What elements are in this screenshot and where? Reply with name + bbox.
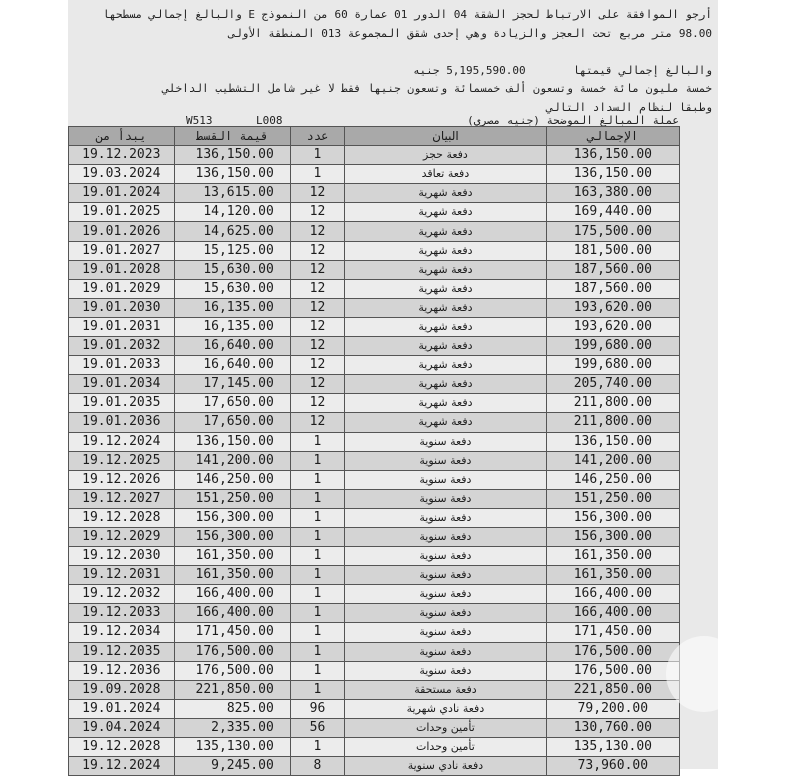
cell-total: 166,400.00 [546,585,679,604]
cell-count: 12 [290,241,344,260]
table-row [69,165,680,184]
cell-count: 12 [290,203,344,222]
cell-total: 163,380.00 [546,184,679,203]
cell-total: 130,760.00 [546,718,679,737]
cell-total: 136,150.00 [546,165,679,184]
cell-start-date: 19.01.2027 [69,241,175,260]
cell-count: 1 [290,547,344,566]
cell-total: 135,130.00 [546,738,679,757]
cell-installment-value: 176,500.00 [174,661,290,680]
cell-start-date: 19.01.2030 [69,298,175,317]
cell-start-date: 19.01.2034 [69,375,175,394]
cell-description: دفعة سنوية [345,470,547,489]
header-start-date: يبدأ من [69,127,175,146]
table-row [69,317,680,336]
table-row [69,527,680,546]
cell-total: 156,300.00 [546,508,679,527]
cell-count: 1 [290,451,344,470]
header-line-2: 98.00 متر مربع تحت العجز والزيادة وهي إحدى شقق المجموعة 013 المنطقة الأولى [228,27,712,40]
cell-description: دفعة تعاقد [345,165,547,184]
table-row [69,680,680,699]
cell-start-date: 19.12.2029 [69,527,175,546]
cell-count: 1 [290,432,344,451]
cell-start-date: 19.01.2033 [69,356,175,375]
cell-installment-value: 15,630.00 [174,260,290,279]
cell-installment-value: 14,120.00 [174,203,290,222]
cell-installment-value: 15,630.00 [174,279,290,298]
cell-count: 12 [290,222,344,241]
cell-count: 1 [290,470,344,489]
cell-total: 193,620.00 [546,317,679,336]
table-row [69,241,680,260]
cell-description: تأمين وحدات [345,738,547,757]
table-row [69,260,680,279]
cell-description: دفعة سنوية [345,604,547,623]
table-row [69,394,680,413]
cell-count: 12 [290,375,344,394]
header-line-1: أرجو الموافقة على الارتباط لحجز الشقة 04 الدور 01 عمارة 60 من النموذج E والبالغ إجمالي مسطحها [102,8,712,21]
table-row [69,470,680,489]
cell-start-date: 19.12.2035 [69,642,175,661]
cell-total: 187,560.00 [546,279,679,298]
cell-total: 221,850.00 [546,680,679,699]
cell-description: دفعة شهرية [345,279,547,298]
cell-start-date: 19.12.2028 [69,508,175,527]
cell-installment-value: 136,150.00 [174,165,290,184]
cell-description: دفعة شهرية [345,337,547,356]
table-row [69,432,680,451]
cell-description: تأمين وحدات [345,718,547,737]
cell-total: 199,680.00 [546,356,679,375]
table-row [69,451,680,470]
payment-note: وطبقا لنظام السداد التالي [546,101,712,114]
cell-count: 12 [290,356,344,375]
cell-total: 175,500.00 [546,222,679,241]
table-row [69,298,680,317]
cell-count: 1 [290,738,344,757]
cell-description: دفعة شهرية [345,222,547,241]
header-description: البيان [345,127,547,146]
cell-total: 136,150.00 [546,146,679,165]
table-row [69,718,680,737]
cell-count: 12 [290,279,344,298]
cell-installment-value: 15,125.00 [174,241,290,260]
table-row [69,623,680,642]
cell-start-date: 19.01.2036 [69,413,175,432]
table-row [69,489,680,508]
cell-description: دفعة شهرية [345,298,547,317]
cell-total: 141,200.00 [546,451,679,470]
cell-installment-value: 9,245.00 [174,757,290,776]
cell-total: 211,800.00 [546,413,679,432]
cell-count: 1 [290,146,344,165]
table-row [69,184,680,203]
cell-description: دفعة سنوية [345,623,547,642]
table-header-row [69,127,680,146]
cell-start-date: 19.01.2025 [69,203,175,222]
payment-schedule-table [68,126,680,776]
table-row [69,585,680,604]
table-row [69,757,680,776]
table-row [69,203,680,222]
cell-total: 136,150.00 [546,432,679,451]
cell-total: 156,300.00 [546,527,679,546]
cell-count: 1 [290,661,344,680]
cell-installment-value: 156,300.00 [174,527,290,546]
cell-count: 12 [290,394,344,413]
cell-total: 161,350.00 [546,547,679,566]
currency-note: عملة المبالغ الموضحة (جنيه مصري) [467,114,679,127]
cell-count: 1 [290,642,344,661]
total-amount: 5,195,590.00 جنيه [413,64,526,77]
cell-total: 193,620.00 [546,298,679,317]
cell-total: 181,500.00 [546,241,679,260]
cell-description: دفعة حجز [345,146,547,165]
total-label [413,64,712,77]
cell-start-date: 19.12.2028 [69,738,175,757]
cell-start-date: 19.12.2031 [69,566,175,585]
total-label-text: والبالغ إجمالي قيمتها [572,64,712,77]
cell-start-date: 19.01.2032 [69,337,175,356]
table-row [69,413,680,432]
cell-count: 12 [290,260,344,279]
cell-start-date: 19.01.2024 [69,699,175,718]
cell-installment-value: 16,135.00 [174,298,290,317]
cell-description: دفعة شهرية [345,241,547,260]
cell-total: 199,680.00 [546,337,679,356]
cell-installment-value: 14,625.00 [174,222,290,241]
header-total: الإجمالي [546,127,679,146]
table-row [69,642,680,661]
cell-installment-value: 146,250.00 [174,470,290,489]
cell-installment-value: 17,650.00 [174,413,290,432]
table-row [69,337,680,356]
watermark-logo [666,636,742,712]
cell-count: 12 [290,337,344,356]
cell-description: دفعة شهرية [345,260,547,279]
cell-description: دفعة سنوية [345,527,547,546]
cell-start-date: 19.12.2024 [69,432,175,451]
cell-description: دفعة شهرية [345,184,547,203]
cell-start-date: 19.01.2024 [69,184,175,203]
cell-total: 187,560.00 [546,260,679,279]
table-row [69,566,680,585]
cell-start-date: 19.04.2024 [69,718,175,737]
cell-count: 12 [290,184,344,203]
cell-start-date: 19.01.2035 [69,394,175,413]
cell-count: 1 [290,489,344,508]
cell-installment-value: 825.00 [174,699,290,718]
cell-installment-value: 16,135.00 [174,317,290,336]
cell-description: دفعة شهرية [345,203,547,222]
cell-count: 12 [290,413,344,432]
cell-total: 176,500.00 [546,642,679,661]
table-row [69,699,680,718]
cell-count: 56 [290,718,344,737]
cell-description: دفعة نادي سنوية [345,757,547,776]
cell-start-date: 19.12.2032 [69,585,175,604]
cell-total: 79,200.00 [546,699,679,718]
cell-start-date: 19.12.2030 [69,547,175,566]
table-row [69,279,680,298]
cell-description: دفعة سنوية [345,585,547,604]
cell-count: 96 [290,699,344,718]
cell-total: 146,250.00 [546,470,679,489]
cell-description: دفعة مستحقة [345,680,547,699]
cell-description: دفعة سنوية [345,661,547,680]
cell-start-date: 19.12.2026 [69,470,175,489]
cell-count: 1 [290,165,344,184]
cell-start-date: 19.01.2026 [69,222,175,241]
cell-installment-value: 141,200.00 [174,451,290,470]
table-row [69,222,680,241]
table-row [69,146,680,165]
cell-description: دفعة نادي شهرية [345,699,547,718]
cell-installment-value: 156,300.00 [174,508,290,527]
header-count: عدد [290,127,344,146]
cell-count: 8 [290,757,344,776]
table-row [69,604,680,623]
cell-start-date: 19.12.2023 [69,146,175,165]
cell-count: 1 [290,566,344,585]
cell-start-date: 19.12.2027 [69,489,175,508]
cell-installment-value: 171,450.00 [174,623,290,642]
cell-description: دفعة سنوية [345,547,547,566]
cell-count: 1 [290,604,344,623]
cell-start-date: 19.01.2028 [69,260,175,279]
cell-installment-value: 166,400.00 [174,585,290,604]
code-w: W513 [186,114,213,127]
table-row [69,356,680,375]
cell-installment-value: 136,150.00 [174,146,290,165]
table-row [69,375,680,394]
amount-in-words: خمسة مليون مائة خمسة وتسعون ألف خمسمائة وتسعون جنيها فقط لا غير شامل التشطيب الداخلي [162,82,712,95]
cell-installment-value: 136,150.00 [174,432,290,451]
cell-count: 1 [290,508,344,527]
header-installment-value: قيمة القسط [174,127,290,146]
cell-total: 151,250.00 [546,489,679,508]
code-l: L008 [256,114,283,127]
table-row [69,661,680,680]
cell-description: دفعة شهرية [345,394,547,413]
cell-count: 12 [290,317,344,336]
cell-installment-value: 176,500.00 [174,642,290,661]
cell-description: دفعة شهرية [345,317,547,336]
cell-total: 205,740.00 [546,375,679,394]
cell-count: 1 [290,680,344,699]
cell-count: 1 [290,585,344,604]
cell-start-date: 19.12.2025 [69,451,175,470]
cell-start-date: 19.03.2024 [69,165,175,184]
cell-description: دفعة شهرية [345,356,547,375]
cell-description: دفعة سنوية [345,489,547,508]
cell-total: 73,960.00 [546,757,679,776]
cell-description: دفعة شهرية [345,413,547,432]
cell-total: 161,350.00 [546,566,679,585]
cell-installment-value: 161,350.00 [174,547,290,566]
cell-start-date: 19.01.2031 [69,317,175,336]
cell-description: دفعة شهرية [345,375,547,394]
cell-start-date: 19.12.2036 [69,661,175,680]
cell-installment-value: 2,335.00 [174,718,290,737]
cell-start-date: 19.09.2028 [69,680,175,699]
cell-description: دفعة سنوية [345,508,547,527]
cell-installment-value: 16,640.00 [174,356,290,375]
cell-installment-value: 17,145.00 [174,375,290,394]
cell-installment-value: 221,850.00 [174,680,290,699]
cell-installment-value: 135,130.00 [174,738,290,757]
cell-count: 1 [290,527,344,546]
cell-description: دفعة سنوية [345,642,547,661]
cell-installment-value: 13,615.00 [174,184,290,203]
cell-total: 176,500.00 [546,661,679,680]
cell-start-date: 19.12.2033 [69,604,175,623]
cell-start-date: 19.12.2024 [69,757,175,776]
table-row [69,508,680,527]
cell-total: 171,450.00 [546,623,679,642]
cell-description: دفعة سنوية [345,432,547,451]
cell-count: 1 [290,623,344,642]
cell-installment-value: 161,350.00 [174,566,290,585]
cell-start-date: 19.01.2029 [69,279,175,298]
cell-installment-value: 17,650.00 [174,394,290,413]
cell-total: 166,400.00 [546,604,679,623]
cell-description: دفعة سنوية [345,566,547,585]
cell-start-date: 19.12.2034 [69,623,175,642]
table-row [69,738,680,757]
table-row [69,547,680,566]
cell-installment-value: 16,640.00 [174,337,290,356]
cell-count: 12 [290,298,344,317]
cell-description: دفعة سنوية [345,451,547,470]
cell-installment-value: 151,250.00 [174,489,290,508]
cell-total: 169,440.00 [546,203,679,222]
cell-installment-value: 166,400.00 [174,604,290,623]
cell-total: 211,800.00 [546,394,679,413]
